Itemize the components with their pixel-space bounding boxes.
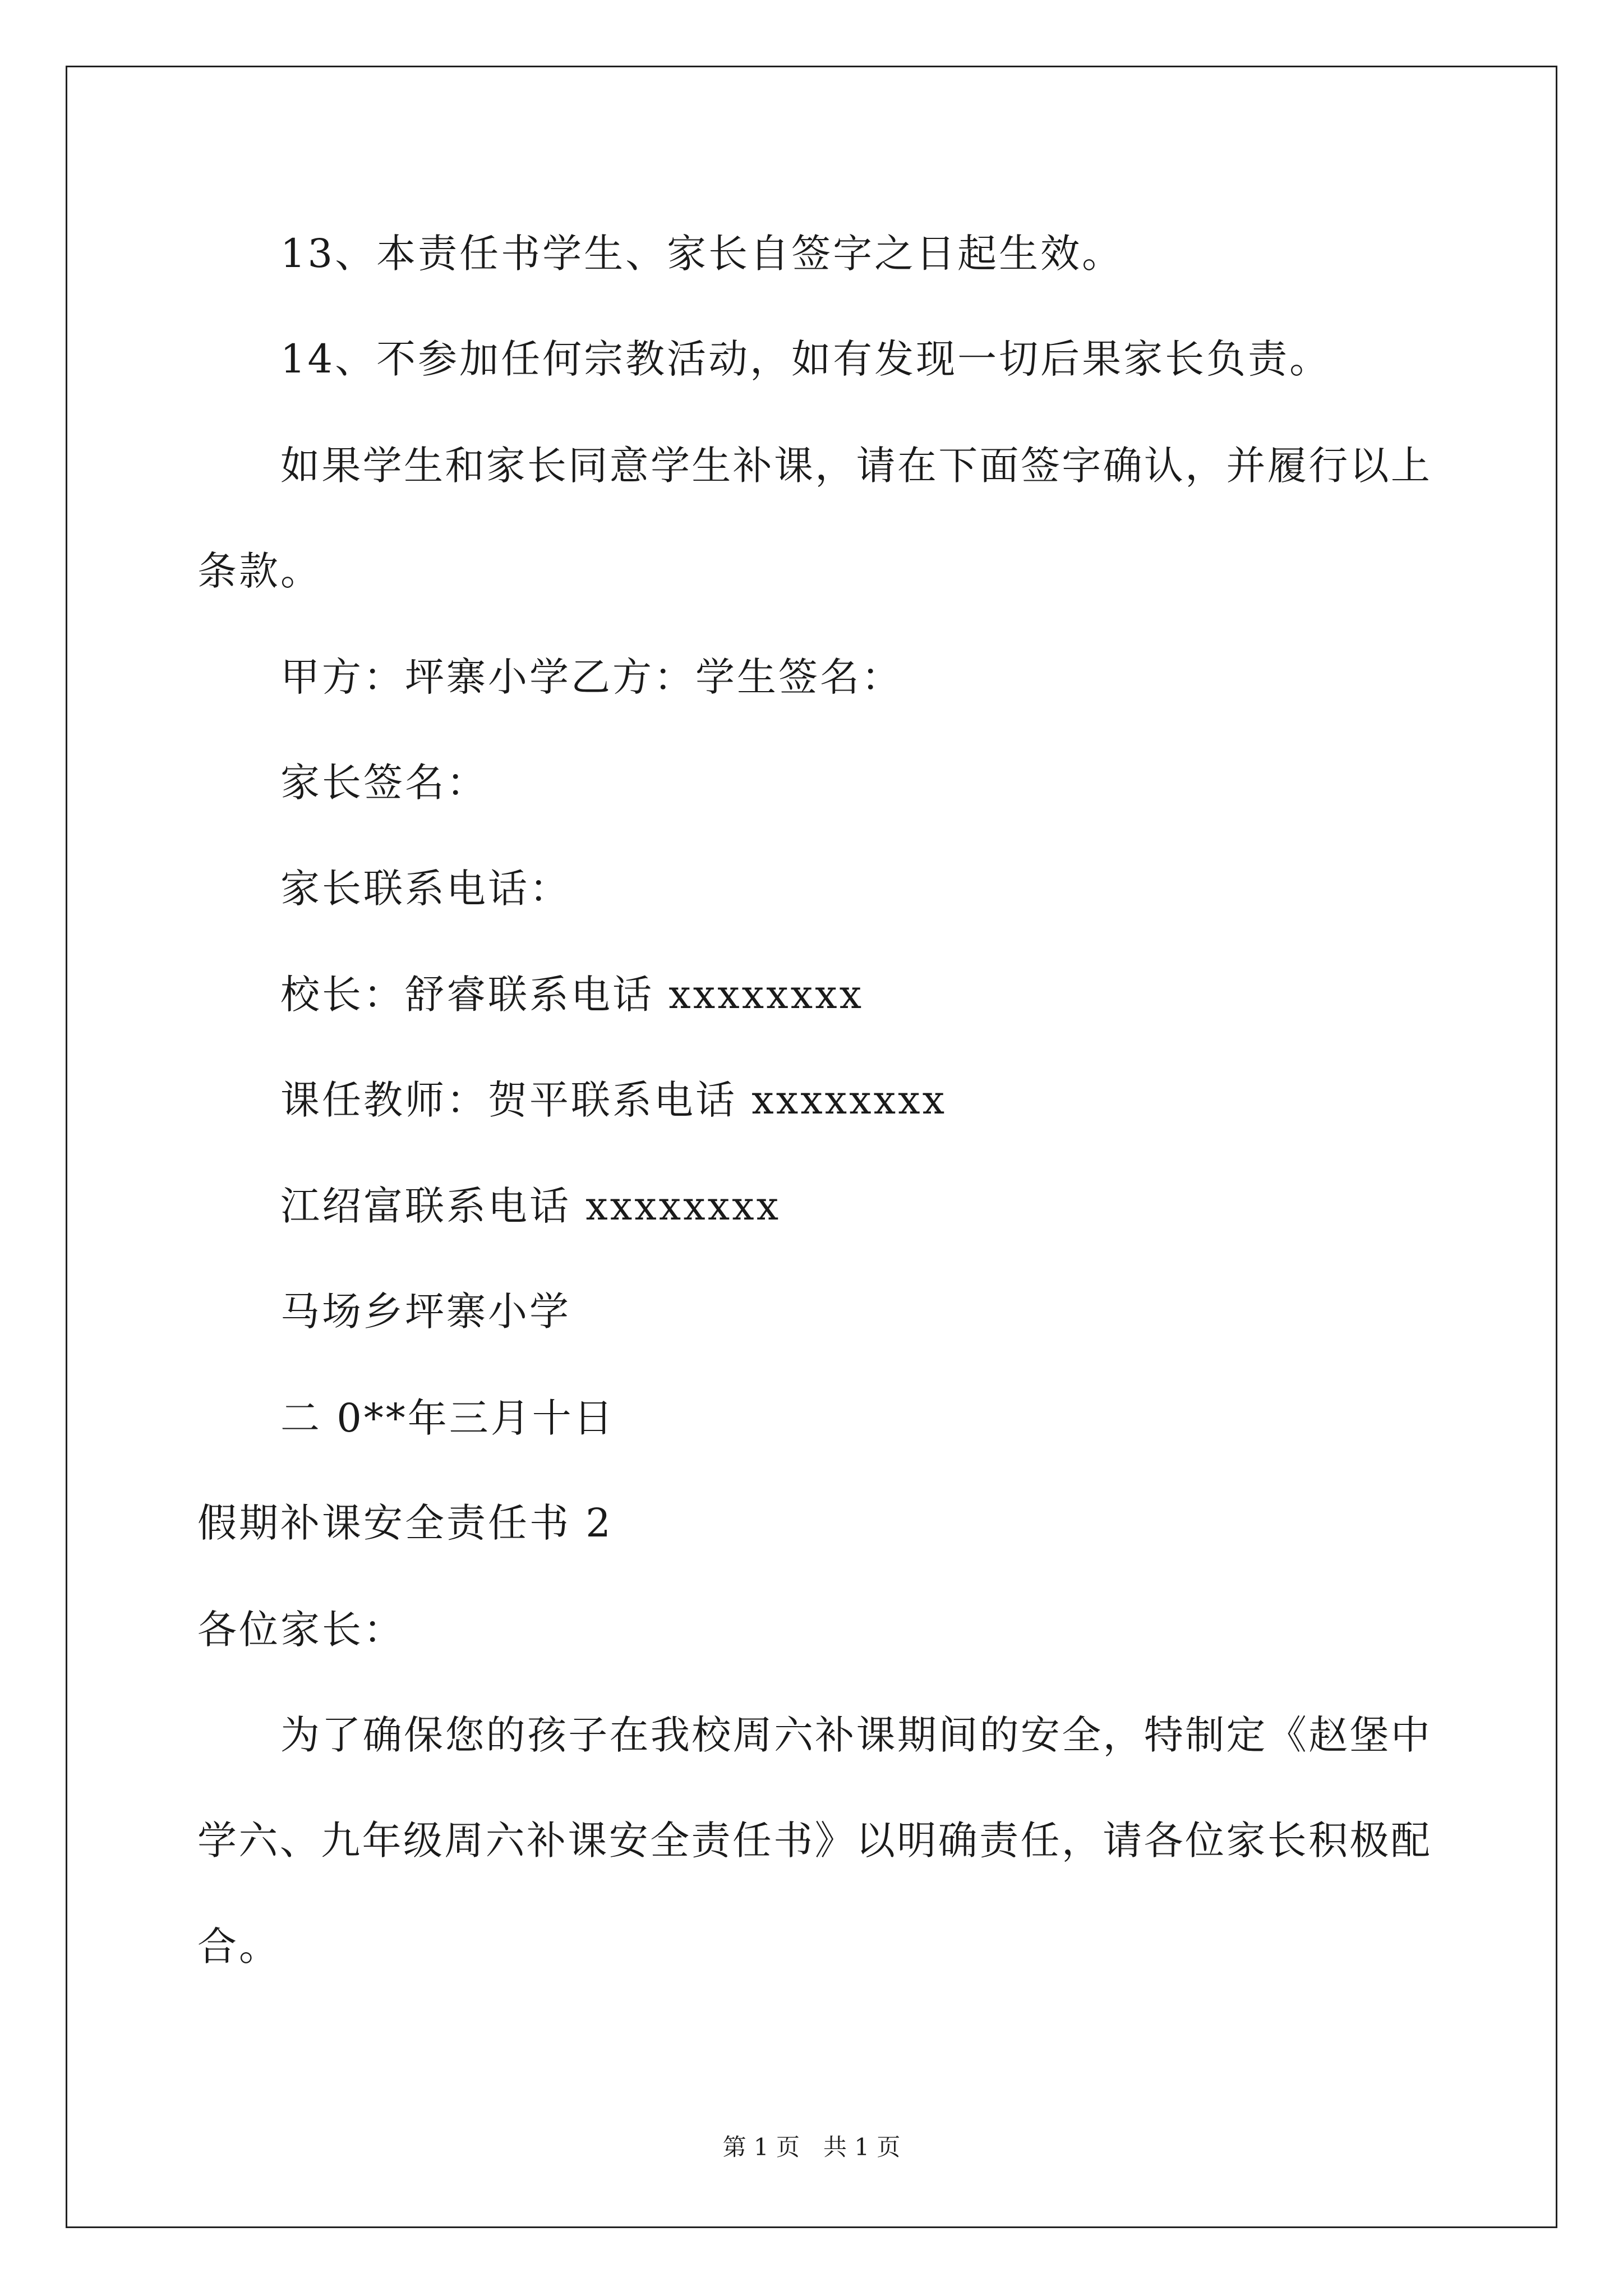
intro-paragraph-line-2: 学 六 、 九 年 级 周 六 补 课 安 全 责 任 书 》 以 明 确 责 任 ， 请 各 位 家 长 积 极 配 bbox=[197, 1818, 1430, 1864]
intro-paragraph-line-1: 为 了 确 保 您 的 孩 子 在 我 校 周 六 补 课 期 间 的 安 全 ， 特 制 定 《 赵 堡 中 bbox=[280, 1712, 1430, 1758]
school-name: 马场乡坪寨小学 bbox=[280, 1289, 571, 1335]
page-footer: 第 1 页 共 1 页 bbox=[722, 2133, 901, 2161]
document-date: 二 0**年三月十日 bbox=[280, 1395, 615, 1441]
intro-paragraph-line-3: 合。 bbox=[197, 1924, 280, 1970]
principal-contact: 校长：舒睿联系电话 xxxxxxxx bbox=[280, 972, 864, 1018]
party-signatures: 甲方：坪寨小学乙方：学生签名： bbox=[280, 654, 903, 700]
consent-paragraph-line-1: 如 果 学 生 和 家 长 同 意 学 生 补 课 ， 请 在 下 面 签 字 确 认 ， 并 履 行 以 上 bbox=[280, 443, 1430, 489]
teacher-contact: 课任教师：贺平联系电话 xxxxxxxx bbox=[280, 1077, 947, 1123]
parent-signature: 家长签名： bbox=[280, 760, 488, 806]
clause-13: 13、本责任书学生、家长自签字之日起生效。 bbox=[280, 231, 1124, 277]
staff-contact: 江绍富联系电话 xxxxxxxx bbox=[280, 1183, 781, 1229]
page-border bbox=[66, 66, 1557, 2228]
parent-phone: 家长联系电话： bbox=[280, 866, 571, 912]
section-title: 假期补课安全责任书 2 bbox=[197, 1500, 613, 1546]
consent-paragraph-line-2: 条款。 bbox=[197, 548, 322, 594]
salutation: 各位家长： bbox=[197, 1607, 405, 1653]
clause-14: 14、不参加任何宗教活动，如有发现一切后果家长负责。 bbox=[280, 336, 1331, 382]
